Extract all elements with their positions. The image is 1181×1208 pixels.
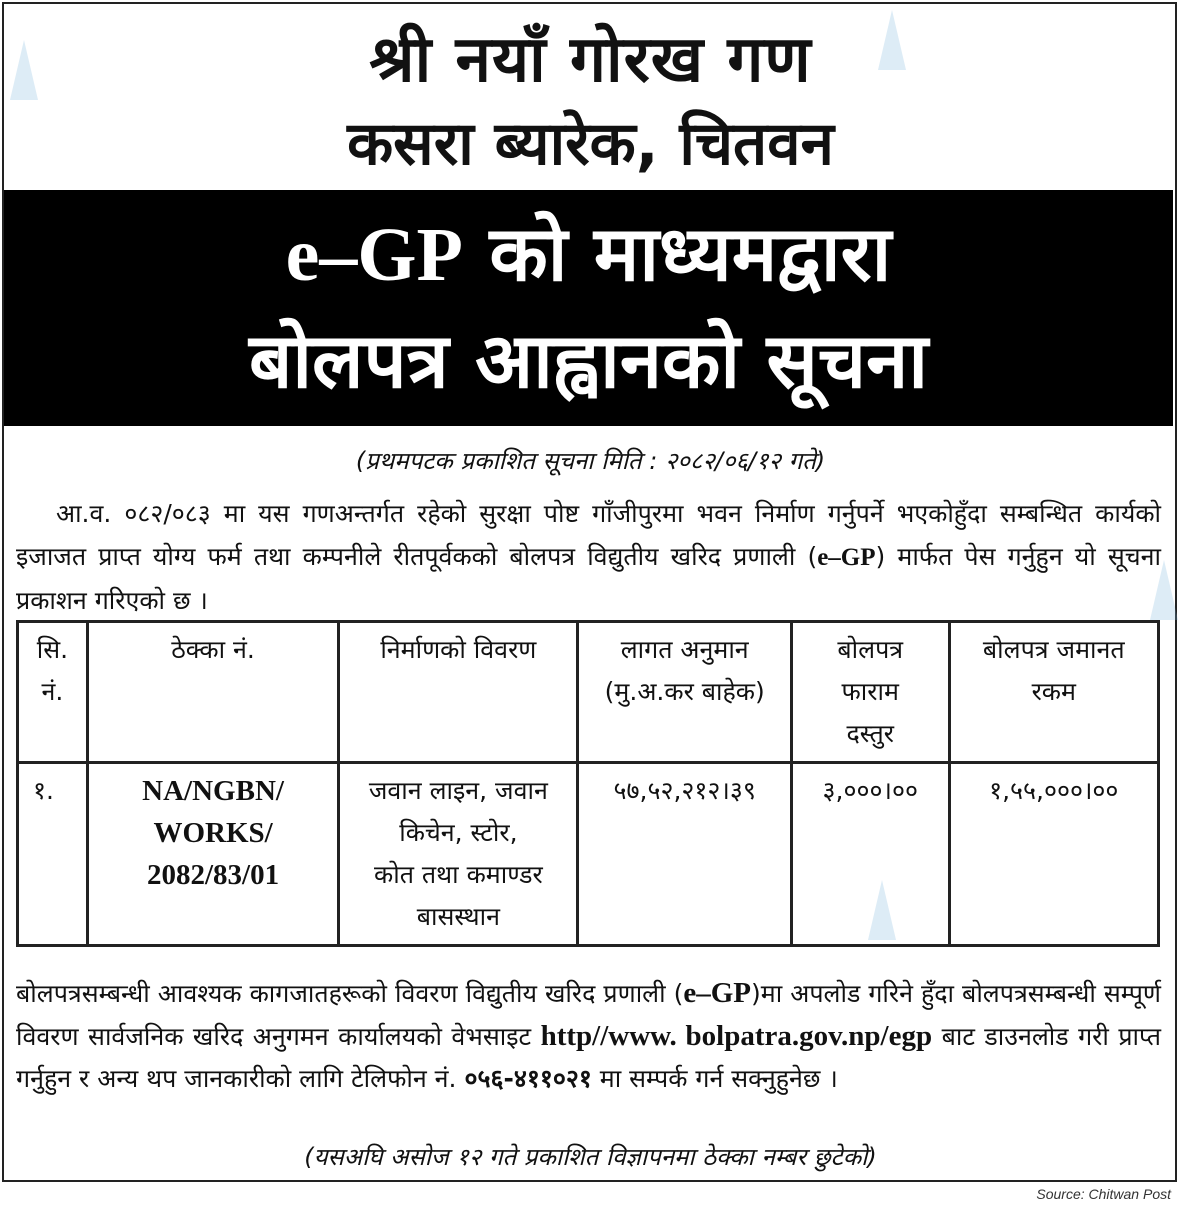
cell-form-fee: ३,०००।०० xyxy=(791,763,949,946)
header-sn-line-2: नं. xyxy=(41,677,64,706)
header-cost-line-2: (मु.अ.कर बाहेक) xyxy=(604,677,765,706)
cell-serial-number: १. xyxy=(18,763,88,946)
cell-bid-security: १,५५,०००।०० xyxy=(949,763,1158,946)
cell-cost-estimate: ५७,५२,२१२।३९ xyxy=(578,763,792,946)
description-line-4: बासस्थान xyxy=(416,902,500,931)
header-description: निर्माणको विवरण xyxy=(339,622,578,763)
header-cost-estimate xyxy=(578,622,792,763)
header-contract-number: ठेक्का नं. xyxy=(87,622,338,763)
intro-text-2: ) मार्फत पेस गर्नुहुन यो सूचना प्रकाशन गरिएको छ । xyxy=(16,542,1161,615)
banner-line-1 xyxy=(4,206,1173,303)
banner-line-1-text: को माध्यमद्वारा xyxy=(462,209,892,298)
details-egp-text: e–GP xyxy=(683,977,752,1009)
contract-line-2: WORKS/ xyxy=(153,817,273,849)
header-form-fee xyxy=(791,622,949,763)
description-line-3: कोत तथा कमाण्डर xyxy=(374,860,543,889)
header-fee-line-1: बोलपत्र xyxy=(837,635,904,664)
organization-name: श्री नयाँ गोरख गण xyxy=(369,23,812,97)
cell-contract-number xyxy=(87,763,338,946)
details-paragraph xyxy=(16,972,1161,1100)
header-security-line-2: रकम xyxy=(1031,677,1076,706)
correction-note: (यसअघि असोज १२ गते प्रकाशित विज्ञापनमा ठेक्का नम्बर छुटेको) xyxy=(304,1143,877,1171)
notice-title-banner xyxy=(4,190,1173,426)
details-text-2: )मा अपलोड गरिने हुँदा बोलपत्रसम्बन्धी सम्पूर्ण विवरण सार्वजनिक खरिद अनुगमन कार्यालयको वेभसाइट xyxy=(16,979,1161,1051)
header-sn-line-1: सि. xyxy=(36,635,69,664)
source-credit: Source: Chitwan Post xyxy=(1036,1186,1171,1202)
intro-paragraph xyxy=(16,492,1161,622)
first-publish-date: (प्रथमपटक प्रकाशित सूचना मिति : २०८२/०६/१२ गते) xyxy=(355,447,826,475)
description-line-2: किचेन, स्टोर, xyxy=(399,818,518,847)
cell-description xyxy=(339,763,578,946)
intro-text-1: आ.व. ०८२/०८३ मा यस गणअन्तर्गत रहेको सुरक्षा पोष्ट गाँजीपुरमा भवन निर्माण गर्नुपर्ने भएकोहुँदा सम्बन्धित कार्यको इजाजत प्राप्त योग्य फर्म तथा कम्पनीले रीतपूर्वकको बोलपत्र विद्युतीय खरिद प्रणाली ( xyxy=(16,499,1161,571)
phone-number: ०५६-४११०२१ xyxy=(464,1064,592,1093)
header-serial-number xyxy=(18,622,88,763)
banner-egp-text: e–GP xyxy=(285,213,463,297)
header-security-line-1: बोलपत्र जमानत xyxy=(982,635,1125,664)
contract-line-3: 2082/83/01 xyxy=(147,859,280,891)
banner-line-2: बोलपत्र आह्वानको सूचना xyxy=(248,316,929,405)
header-fee-line-2: फाराम xyxy=(841,677,899,706)
details-text-4: मा सम्पर्क गर्न सक्नुहुनेछ । xyxy=(591,1064,838,1093)
description-line-1: जवान लाइन, जवान xyxy=(368,776,548,805)
organization-address: कसरा ब्यारेक, चितवन xyxy=(347,109,834,179)
contract-line-1: NA/NGBN/ xyxy=(142,775,284,807)
details-text-3: बाट डाउनलोड गरी प्राप्त गर्नुहुन र अन्य थप जानकारीको लागि टेलिफोन नं. xyxy=(16,1022,1161,1093)
header-cost-line-1: लागत अनुमान xyxy=(620,635,749,664)
table-row xyxy=(18,763,1159,946)
table-header-row xyxy=(18,622,1159,763)
intro-egp-text: e–GP xyxy=(817,544,876,571)
website-link[interactable]: http//www. bolpatra.gov.np/egp xyxy=(540,1020,933,1052)
details-text-1: बोलपत्रसम्बन्धी आवश्यक कागजातहरूको विवरण विद्युतीय खरिद प्रणाली ( xyxy=(16,979,684,1008)
tender-table xyxy=(16,620,1160,947)
header-fee-line-3: दस्तुर xyxy=(846,719,894,748)
header-bid-security xyxy=(949,622,1158,763)
